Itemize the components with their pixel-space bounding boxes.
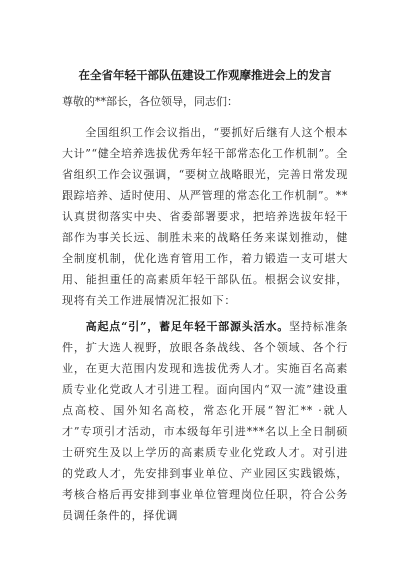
paragraph-indent	[62, 320, 86, 333]
paragraph-text: 坚持标准条件，扩大选人视野，放眼各条战线、各个领域、各个行业，在更大范围内发现和选拔优秀人才。实施百名高素质专业化党政人才引进工程。面向国内“双一流”建设重点高校、国外知名高校，常态化开展“智汇** ·就人才”专项引才活动，市本级每年引进***名以上全日制硕士研究生及以上学历的高素质专业化党政人才。对引进的党政人才，先安排到事业单位、产业园区实践锻炼，考核合格后再安排到事业单位管理岗位任职，符合公务员调任条件的，择优调	[62, 320, 349, 522]
body-paragraph-2	[62, 316, 348, 526]
document-title: 在全省年轻干部队伍建设工作观摩推进会上的发言	[78, 68, 332, 82]
paragraph-lead-heading: 高起点“引”，蓄足年轻干部源头活水。	[85, 320, 290, 333]
paragraph-text: 全国组织工作会议指出，“要抓好后继有人这个根本大计”“健全培养选拔优秀年轻干部常态化工作机制”。全省组织工作会议强调，“要树立战略眼光，完善日常发现跟踪培养、适时使用、从严管理的常态化工作机制”。**认真贯彻落实中央、省委部署要求，把培养选拔年轻干部作为事关长远、制胜未来的战略任务来谋划推动，健全制度机制，优化选育管用工作，着力锻造一支可堪大用、能担重任的高素质年轻干部队伍。根据会议安排，现将有关工作进展情况汇报如下：	[62, 126, 349, 307]
greeting-line: 尊敬的**部长，各位领导，同志们：	[62, 95, 238, 108]
body-paragraph-1	[62, 122, 348, 311]
paragraph-indent	[62, 126, 85, 139]
